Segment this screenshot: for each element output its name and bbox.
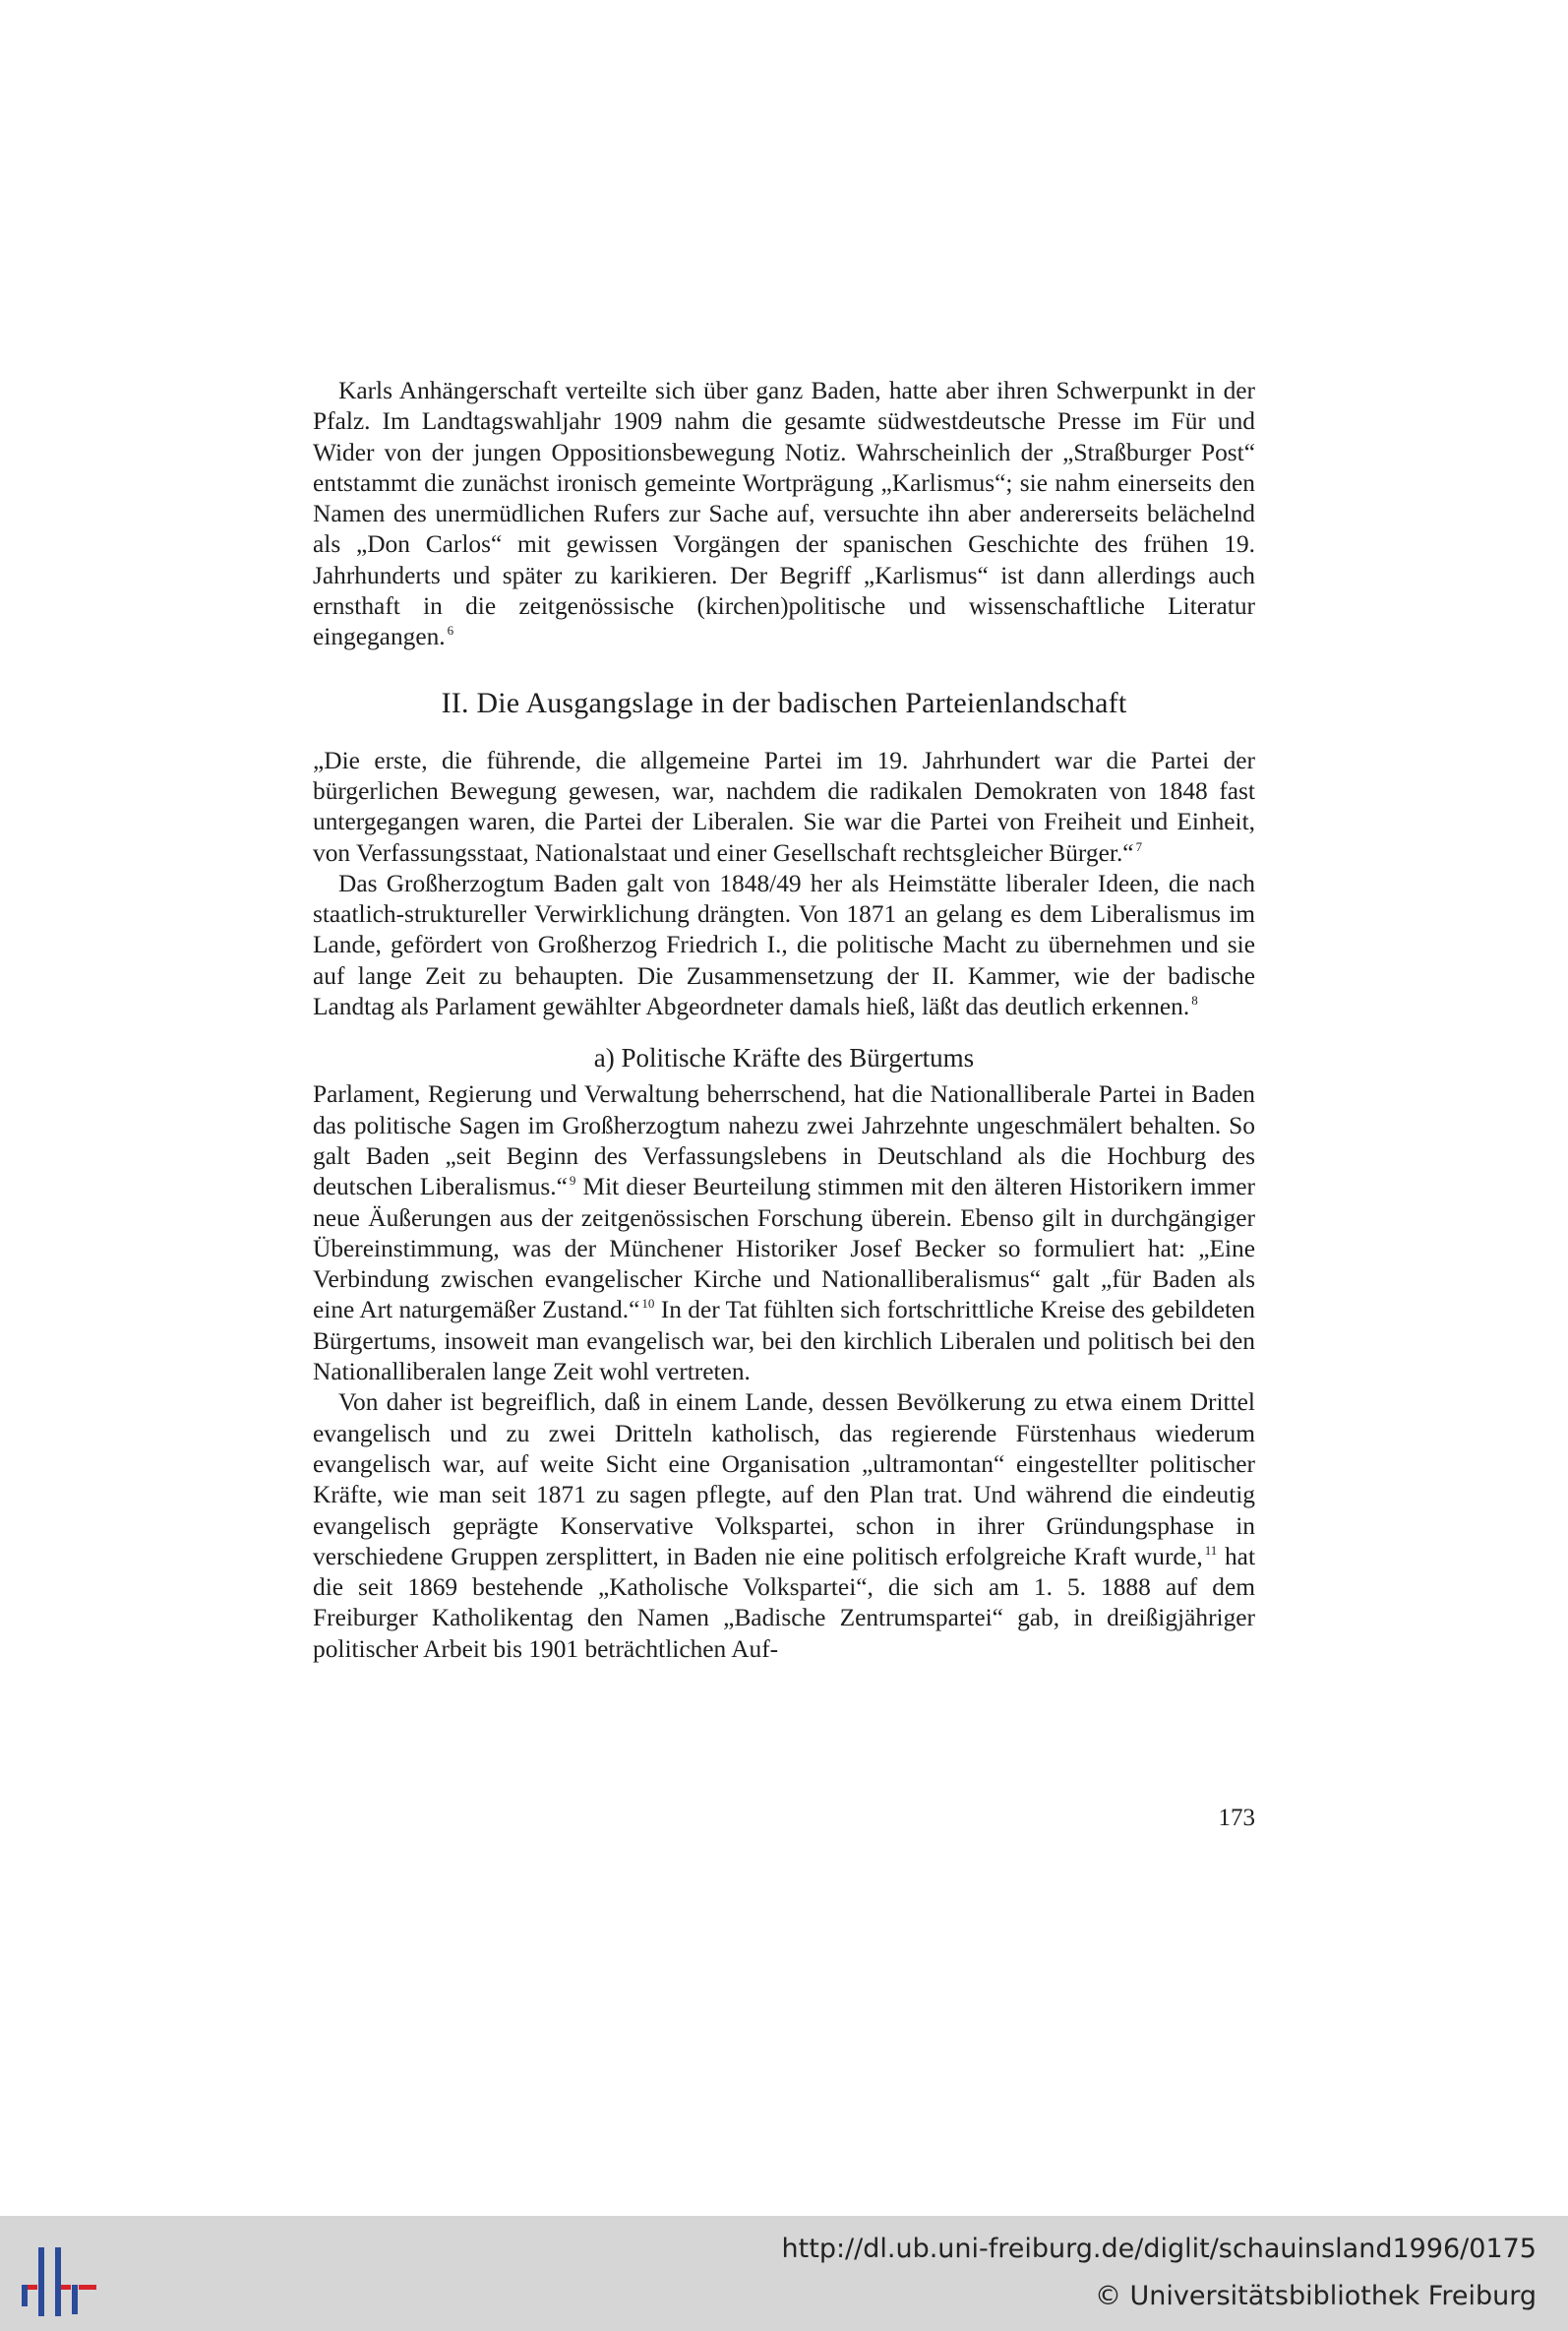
quote-paragraph bbox=[313, 746, 1255, 869]
paragraph-text: Von daher ist begreiflich, daß in einem Lande, dessen Bevölkerung zu etwa einem Drittel evangelisch und zu zwei Dritteln katholisch, das regierende Fürstenhaus wiederum evangelisch war, auf weite Sicht eine Organisation „ultramontan“ eingestellter politischer Kräfte, wie man seit 1871 zu sagen pflegte, auf den Plan trat. Und während die eindeutig evangelisch geprägte Konservative Volkspartei, schon in ihrer Gründungsphase in verschiedene Gruppen zersplittert, in Baden nie eine politisch erfolgreiche Kraft wurde, bbox=[313, 1388, 1255, 1570]
paragraph bbox=[313, 869, 1255, 1022]
paragraph-text: hat die seit 1869 bestehende „Katholische Volkspartei“, die sich am 1. 5. 1888 auf dem Freiburger Katholikentag den Namen „Badische Zentrumspartei“ gab, in dreißigjähriger politischer Arbeit bis 1901 beträchtlichen Auf- bbox=[313, 1542, 1255, 1663]
footer-url-link[interactable]: http://dl.ub.uni-freiburg.de/diglit/schauinsland1996/0175 bbox=[781, 2234, 1537, 2264]
footnote-marker: 10 bbox=[641, 1296, 655, 1312]
footer-copyright: © Universitätsbibliothek Freiburg bbox=[1094, 2281, 1537, 2311]
paragraph bbox=[313, 1079, 1255, 1387]
paragraph-text: In der Tat fühlten sich fortschrittliche Kreise des gebildeten Bürgertums, insoweit man evangelisch war, bei den kirchlich Liberalen und politisch bei den Nationalliberalen lange Zeit wohl vertreten. bbox=[313, 1296, 1256, 1386]
ub-freiburg-logo-icon bbox=[18, 2239, 102, 2322]
paragraph-text: Karls Anhängerschaft verteilte sich über ganz Baden, hatte aber ihren Schwerpunkt in der Pfalz. Im Landtagswahljahr 1909 nahm die gesamte südwestdeutsche Presse im Für und Wider von der jungen Oppositionsbewegung Notiz. Wahrscheinlich der „Straßburger Post“ entstammt die zunächst ironisch gemeinte Wortprägung „Karlismus“; sie nahm einerseits den Namen des unermüdlichen Rufers zur Sache auf, versuchte ihn aber andererseits belächelnd als „Don Carlos“ mit gewissen Vorgängen der spanischen Geschichte des frühen 19. Jahrhunderts und später zu karikieren. Der Begriff „Karlismus“ ist dann allerdings auch ernsthaft in die zeitgenössische (kirchen)politische und wissenschaftliche Literatur eingegangen. bbox=[313, 377, 1255, 651]
section-heading: II. Die Ausgangslage in der badischen Parteienlandschaft bbox=[441, 686, 1127, 719]
footnote-marker: 6 bbox=[447, 623, 454, 639]
paragraph-text: Parlament, Regierung und Verwaltung beherrschend, hat die Nationalliberale Partei in Baden das politische Sagen im Großherzogtum nahezu zwei Jahrzehnte ungeschmälert behalten. So galt Baden „seit Beginn des Verfassungslebens in Deutschland als die Hochburg des deutschen Liberalismus.“ bbox=[313, 1080, 1255, 1201]
paragraph bbox=[313, 376, 1255, 653]
page-number: 173 bbox=[1218, 1805, 1255, 1831]
footer-bar bbox=[0, 2216, 1568, 2331]
document-body bbox=[313, 376, 1255, 1665]
footnote-marker: 9 bbox=[569, 1173, 576, 1189]
footnote-marker: 11 bbox=[1204, 1542, 1218, 1558]
paragraph-text: Mit dieser Beurteilung stimmen mit den älteren Historikern immer neue Äußerungen aus der zeitgenössischen Forschung überein. Ebenso gilt in durchgängiger Übereinstimmung, was der Münchener Historiker Josef Becker so formuliert hat: „Eine Verbindung zwischen evangelischer Kirche und Nationalliberalismus“ galt „für Baden als eine Art naturgemäßer Zustand.“ bbox=[313, 1173, 1256, 1324]
paragraph-text: Das Großherzogtum Baden galt von 1848/49 her als Heimstätte liberaler Ideen, die nach staatlich-struktureller Verwirklichung drängten. Von 1871 an gelang es dem Liberalismus im Lande, gefördert von Großherzog Friedrich I., die politische Macht zu übernehmen und sie auf lange Zeit zu behaupten. Die Zusammensetzung der II. Kammer, wie der badische Landtag als Parlament gewählter Abgeordneter damals hieß, läßt das deutlich erkennen. bbox=[313, 869, 1255, 1021]
quote-text: „Die erste, die führende, die allgemeine Partei im 19. Jahrhundert war die Partei der bürgerlichen Bewegung gewesen, war, nachdem die radikalen Demokraten von 1848 fast untergegangen waren, die Partei der Liberalen. Sie war die Partei von Freiheit und Einheit, von Verfassungsstaat, Nationalstaat und einer Gesellschaft rechtsgleicher Bürger.“ bbox=[313, 746, 1255, 867]
footnote-marker: 7 bbox=[1135, 838, 1143, 854]
paragraph bbox=[313, 1387, 1255, 1665]
subsection-heading: a) Politische Kräfte des Bürgertums bbox=[593, 1043, 975, 1073]
footnote-marker: 8 bbox=[1191, 993, 1198, 1009]
